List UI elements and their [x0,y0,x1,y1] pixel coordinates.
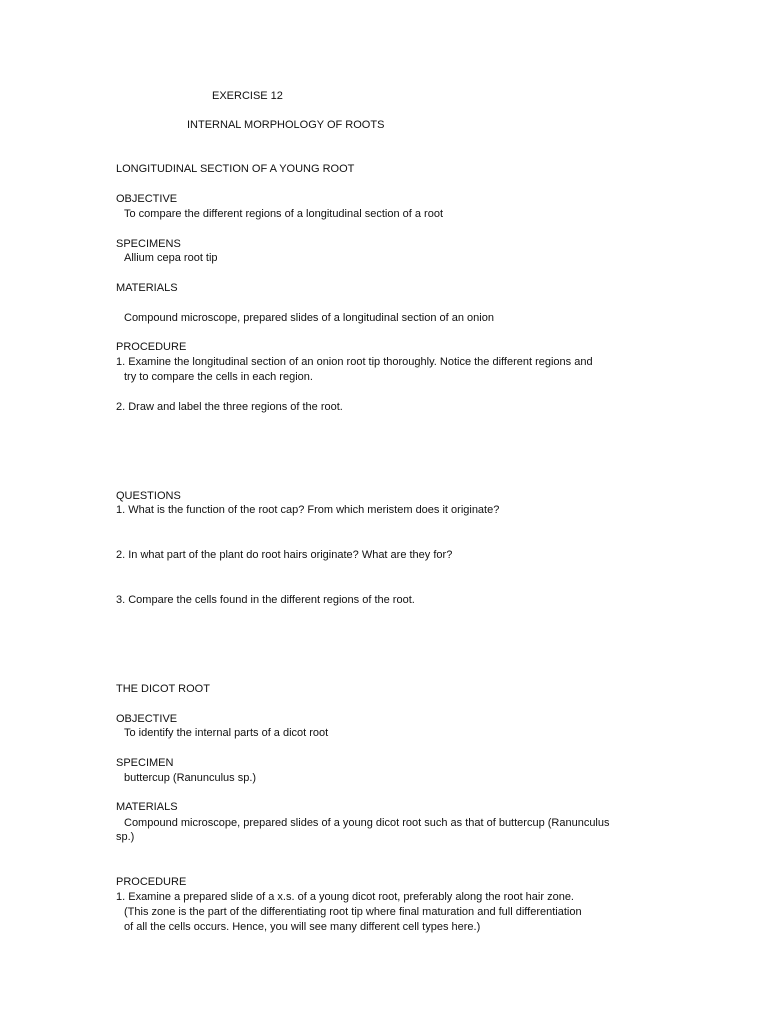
procedure-step-1: 1. Examine the longitudinal section of an onion root tip thoroughly. Notice the different regions and [116,356,593,368]
materials-heading: MATERIALS [116,282,178,294]
procedure-step-1-continued: try to compare the cells in each region. [124,371,313,383]
procedure-step-1-continued: of all the cells occurs. Hence, you will see many different cell types here.) [124,921,481,933]
question-3: 3. Compare the cells found in the different regions of the root. [116,594,415,606]
procedure-step-1: 1. Examine a prepared slide of a x.s. of a young dicot root, preferably along the root hair zone. [116,891,574,903]
specimens-text: Allium cepa root tip [124,252,218,264]
materials-text: Compound microscope, prepared slides of a young dicot root such as that of buttercup (Ranunculus [124,817,610,829]
materials-text-continued: sp.) [116,831,135,843]
procedure-heading: PROCEDURE [116,341,187,353]
procedure-step-2: 2. Draw and label the three regions of the root. [116,401,343,413]
materials-heading: MATERIALS [116,801,178,813]
materials-text: Compound microscope, prepared slides of a longitudinal section of an onion [124,312,494,324]
procedure-step-1-continued: (This zone is the part of the differentiating root tip where final maturation and full differentiation [124,906,582,918]
exercise-number: EXERCISE 12 [212,90,283,102]
question-2: 2. In what part of the plant do root hairs originate? What are they for? [116,549,453,561]
objective-text: To identify the internal parts of a dicot root [124,727,329,739]
page-title: INTERNAL MORPHOLOGY OF ROOTS [187,119,385,131]
objective-text: To compare the different regions of a longitudinal section of a root [124,208,443,220]
specimens-heading: SPECIMENS [116,238,181,250]
objective-heading: OBJECTIVE [116,193,178,205]
question-1: 1. What is the function of the root cap? From which meristem does it originate? [116,504,500,516]
section-heading-dicot: THE DICOT ROOT [116,683,210,695]
procedure-heading: PROCEDURE [116,876,187,888]
section-heading-longitudinal: LONGITUDINAL SECTION OF A YOUNG ROOT [116,163,355,175]
specimen-text: buttercup (Ranunculus sp.) [124,772,257,784]
specimen-heading: SPECIMEN [116,757,174,769]
questions-heading: QUESTIONS [116,490,181,502]
objective-heading: OBJECTIVE [116,713,178,725]
